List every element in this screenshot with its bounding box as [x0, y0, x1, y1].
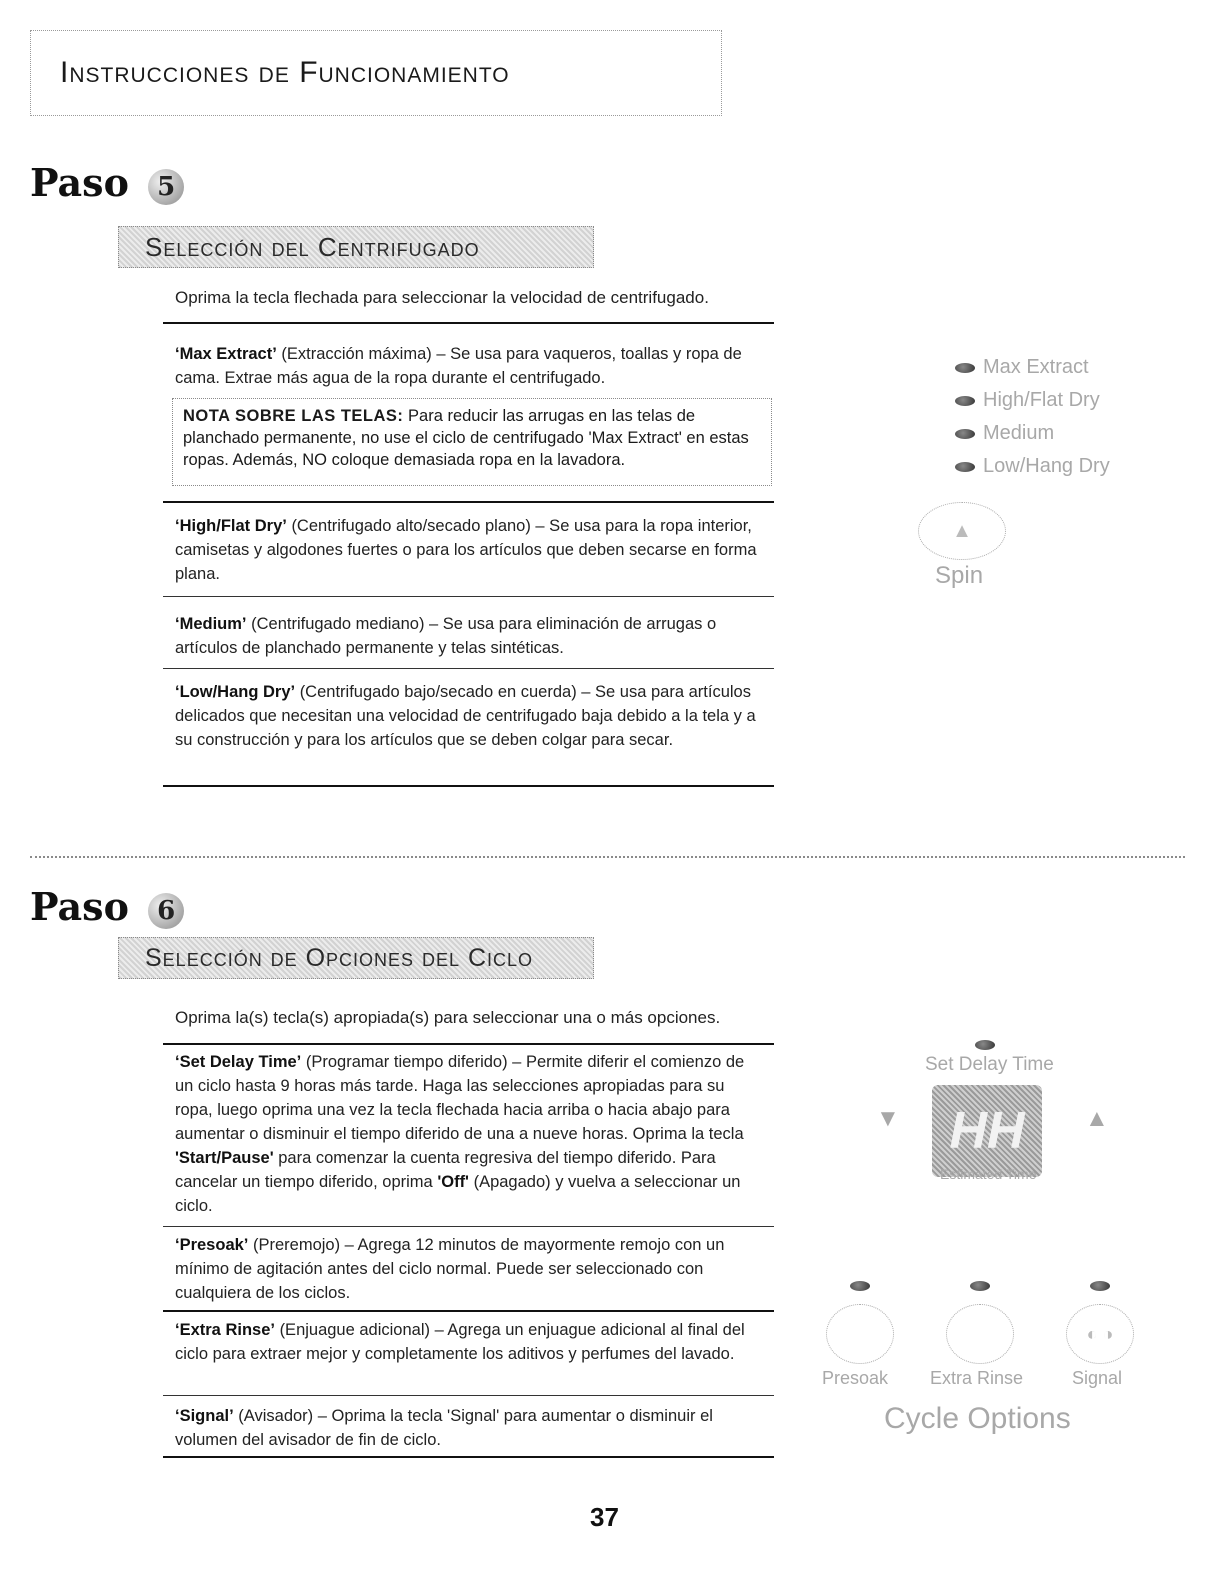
spin-button[interactable] — [918, 502, 1006, 560]
indicator-light-icon — [955, 396, 975, 406]
up-arrow-icon[interactable]: ▲ — [1085, 1105, 1109, 1132]
entry-desc: (Enjuague adicional) – Agrega un enjuague adicional al final del ciclo para extraer mejor y completamente los aditivos y perfumes del lavado. — [175, 1321, 745, 1363]
extra-rinse-label: Extra Rinse — [930, 1368, 1024, 1388]
step-5-number: 5 — [148, 169, 184, 205]
spin-option-low-hang-dry[interactable] — [955, 455, 1110, 478]
indicator-light-icon — [1090, 1281, 1110, 1291]
entry-term: ‘Extra Rinse’ — [175, 1321, 275, 1339]
spin-selection-banner: Selección del Centrifugado — [118, 226, 594, 268]
entry-term: ‘Signal’ — [175, 1407, 234, 1425]
rule — [163, 1226, 774, 1227]
rule — [163, 785, 774, 787]
spin-option-medium[interactable] — [955, 422, 1110, 445]
entry-desc: (Centrifugado mediano) – Se usa para eliminación de arrugas o artículos de planchado permanente y telas sintéticas. — [175, 615, 717, 657]
note-title: NOTA SOBRE LAS TELAS: — [183, 407, 404, 425]
rule — [163, 1043, 774, 1045]
presoak-button[interactable] — [826, 1304, 894, 1364]
step-5-heading — [30, 160, 184, 205]
delay-time-display: HH — [932, 1085, 1042, 1177]
rule — [163, 322, 774, 324]
speaker-icon: ◐ ◑ — [1086, 1323, 1114, 1344]
entry-desc: (Extracción máxima) – Se usa para vaqueros, toallas y ropa de cama. Extrae más agua de la ropa durante el centrifugado. — [175, 345, 742, 387]
indicator-light-icon — [850, 1281, 870, 1291]
entry-desc: (Preremojo) – Agrega 12 minutos de mayormente remojo con un mínimo de agitación antes del ciclo normal. Puede ser seleccionado con cualquiera de los ciclos. — [175, 1236, 725, 1302]
rule — [163, 1310, 774, 1312]
entry-presoak — [175, 1233, 765, 1305]
entry-medium — [175, 612, 765, 660]
spin-option-label: Low/Hang Dry — [983, 455, 1110, 477]
entry-term: ‘Set Delay Time’ — [175, 1053, 302, 1071]
entry-desc: (Programar tiempo diferido) – Permite diferir el comienzo de un ciclo hasta 9 horas más tarde. Haga las selecciones apropiadas para su ropa, luego oprima una vez la tecla flechada hacia arriba o hacia abajo para aumentar o disminuir el tiempo diferido de una a nueve horas. Oprima la tecla — [175, 1053, 745, 1143]
rule — [163, 1395, 774, 1396]
entry-desc: para comenzar la cuenta regresiva del tiempo diferido. Para cancelar un tiempo diferido, oprima — [175, 1149, 716, 1191]
spin-option-label: Max Extract — [983, 356, 1089, 378]
section-divider — [30, 856, 1185, 858]
indicator-light-icon — [970, 1281, 990, 1291]
indicator-light-icon — [955, 462, 975, 472]
entry-extra-rinse — [175, 1318, 765, 1366]
spin-option-high-flat-dry[interactable] — [955, 389, 1110, 412]
entry-desc: (Avisador) – Oprima la tecla 'Signal' para aumentar o disminuir el volumen del avisador de fin de ciclo. — [175, 1407, 713, 1449]
spin-option-max-extract[interactable] — [955, 356, 1110, 379]
spin-option-label: High/Flat Dry — [983, 389, 1100, 411]
spin-button-label: Spin — [935, 562, 984, 589]
indicator-light-icon — [955, 363, 975, 373]
set-delay-time-label[interactable]: Set Delay Time — [925, 1054, 1054, 1075]
spin-intro-text: Oprima la tecla flechada para seleccionar la velocidad de centrifugado. — [175, 288, 709, 307]
rule — [163, 501, 774, 503]
indicator-light-icon — [975, 1040, 995, 1050]
spin-options-panel — [955, 356, 1110, 478]
up-arrow-icon: ▲ — [952, 519, 972, 542]
page-title: Instrucciones de Funcionamiento — [60, 56, 510, 89]
fabric-note-box — [172, 398, 772, 486]
estimated-time-label: Estimated Time — [940, 1166, 1037, 1182]
entry-desc-bold: 'Off' — [437, 1173, 469, 1191]
cycle-options-intro-text: Oprima la(s) tecla(s) apropiada(s) para seleccionar una o más opciones. — [175, 1008, 721, 1027]
rule — [163, 596, 774, 597]
entry-term: ‘Presoak’ — [175, 1236, 249, 1254]
step-6-number: 6 — [148, 893, 184, 929]
indicator-light-icon — [955, 429, 975, 439]
page-number: 37 — [590, 1502, 619, 1532]
step-5-label: Paso — [30, 160, 129, 205]
signal-label: Signal — [1072, 1368, 1123, 1388]
entry-term: ‘Max Extract’ — [175, 345, 277, 363]
entry-desc: (Centrifugado bajo/secado en cuerda) – Se usa para artículos delicados que necesitan una velocidad de centrifugado baja debido a la tela y a su construcción y para los artículos que se deben colgar para secar. — [175, 683, 756, 749]
entry-term: ‘High/Flat Dry’ — [175, 517, 287, 535]
step-6-heading — [30, 884, 184, 929]
cycle-options-banner: Selección de Opciones del Ciclo — [118, 937, 594, 979]
extra-rinse-button[interactable] — [946, 1304, 1014, 1364]
down-arrow-icon[interactable]: ▼ — [876, 1105, 900, 1132]
rule — [163, 1456, 774, 1458]
entry-set-delay-time — [175, 1050, 765, 1218]
signal-button[interactable] — [1066, 1304, 1134, 1364]
entry-max-extract — [175, 342, 765, 390]
step-6-label: Paso — [30, 884, 129, 929]
rule — [163, 668, 774, 669]
presoak-label: Presoak — [822, 1368, 889, 1388]
entry-low-hang-dry — [175, 680, 765, 752]
entry-desc: (Centrifugado alto/secado plano) – Se usa para la ropa interior, camisetas y algodones fuertes o para los artículos que deben secarse en forma plana. — [175, 517, 757, 583]
note-text: Para reducir las arrugas en las telas de planchado permanente, no use el ciclo de centrifugado 'Max Extract' en estas ropas. Además, NO coloque demasiada ropa en la lavadora. — [183, 407, 749, 469]
cycle-options-group-label: Cycle Options — [884, 1402, 1071, 1435]
entry-desc: (Apagado) y vuelva a seleccionar un ciclo. — [175, 1173, 741, 1215]
entry-signal — [175, 1404, 765, 1452]
entry-high-flat-dry — [175, 514, 765, 586]
spin-option-label: Medium — [983, 422, 1055, 444]
entry-desc-bold: 'Start/Pause' — [175, 1149, 274, 1167]
entry-term: ‘Medium’ — [175, 615, 247, 633]
entry-term: ‘Low/Hang Dry’ — [175, 683, 296, 701]
